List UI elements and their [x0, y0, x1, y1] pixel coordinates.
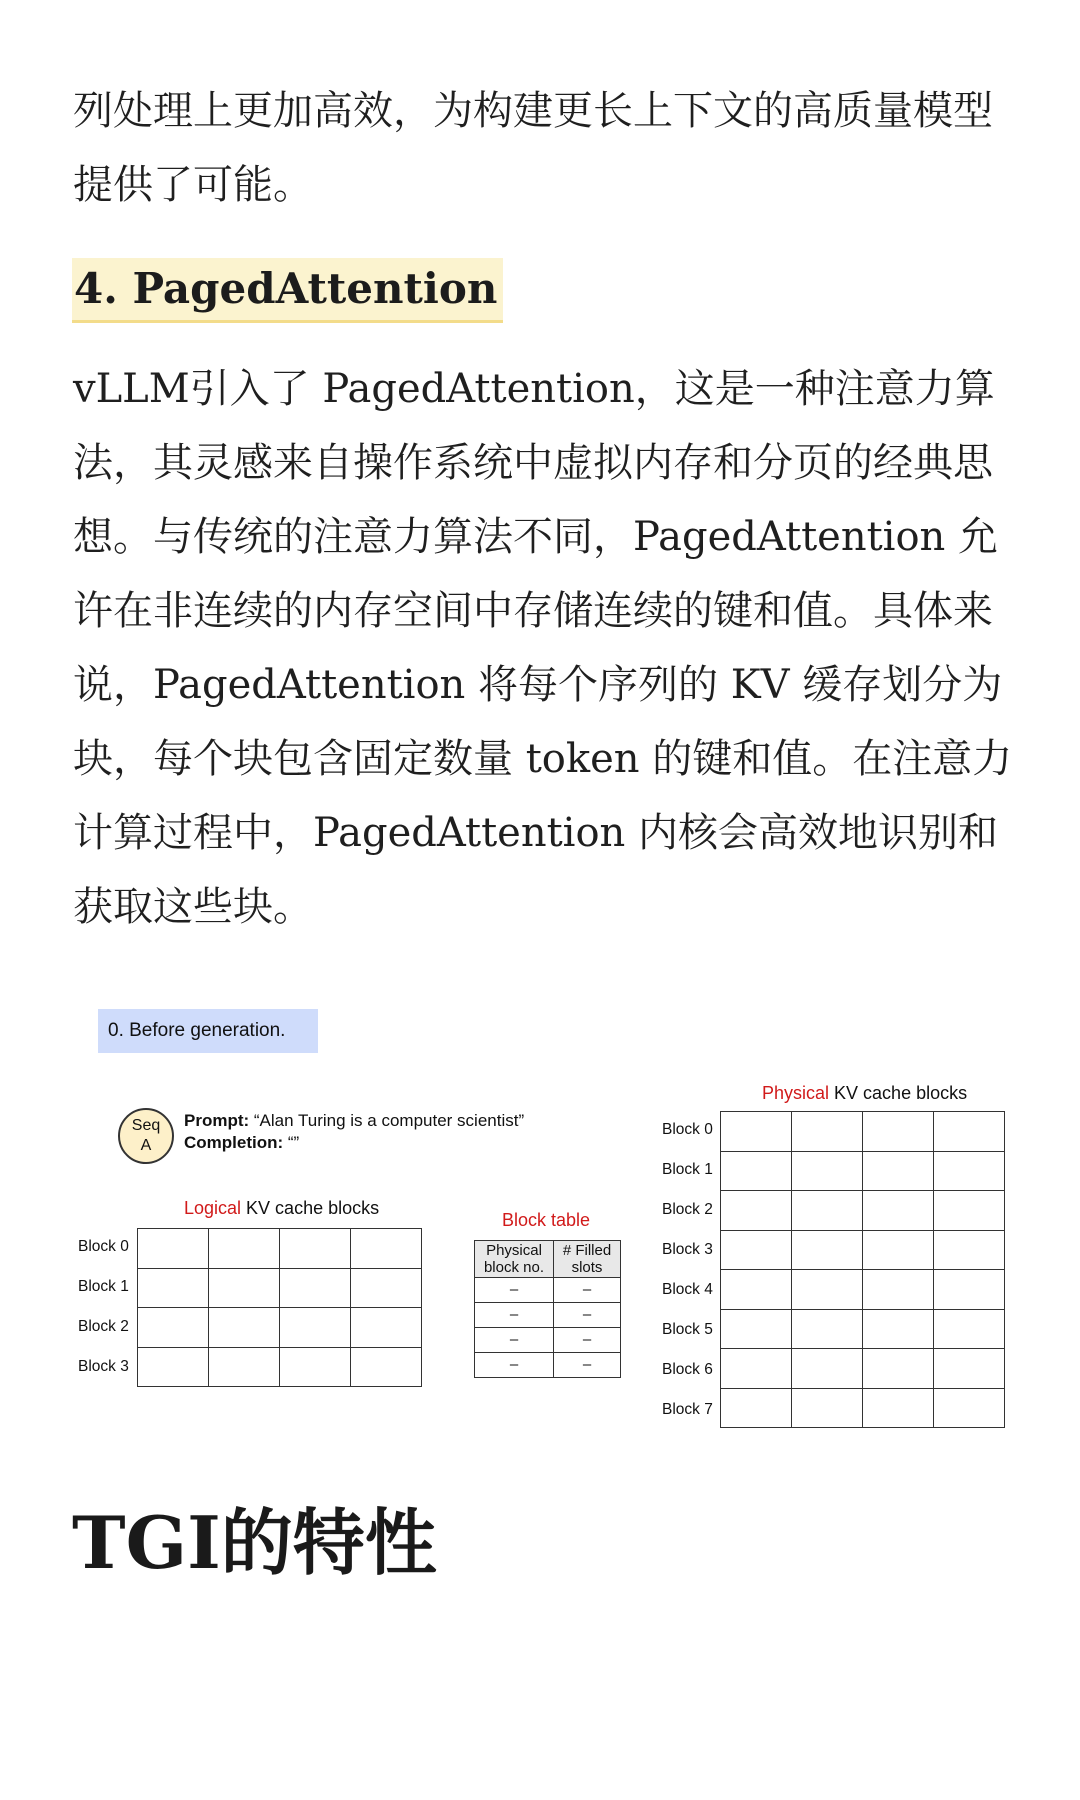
physical-slot — [863, 1112, 934, 1152]
physical-slot — [792, 1112, 863, 1152]
block-table-row — [475, 1303, 621, 1328]
logical-title-red: Logical — [184, 1198, 242, 1218]
block-table-cell: – — [554, 1328, 621, 1353]
block-table-title: Block table — [502, 1210, 591, 1230]
logical-block-label: Block 1 — [78, 1278, 129, 1296]
pagedattention-diagram — [0, 995, 1080, 1445]
physical-slot — [721, 1112, 792, 1152]
prompt-value: “Alan Turing is a computer scientist” — [249, 1111, 525, 1130]
logical-slot — [138, 1308, 209, 1348]
section-heading-pagedattention: 4. PagedAttention — [72, 258, 503, 323]
prompt-block — [184, 1110, 524, 1154]
physical-slot — [792, 1230, 863, 1270]
physical-kv-title — [762, 1083, 967, 1104]
physical-block-label: Block 1 — [662, 1161, 713, 1179]
physical-slot — [792, 1270, 863, 1310]
physical-slot — [934, 1349, 1005, 1389]
logical-slot — [138, 1347, 209, 1387]
logical-slot — [280, 1347, 351, 1387]
intro-paragraph: 列处理上更加高效，为构建更长上下文的高质量模型提供了可能。 — [73, 88, 993, 208]
physical-slot — [863, 1230, 934, 1270]
physical-slot — [792, 1309, 863, 1349]
physical-row-7 — [721, 1388, 1005, 1428]
physical-slot — [721, 1388, 792, 1428]
logical-slot — [351, 1229, 422, 1269]
tgi-features-heading: TGI的特性 — [72, 1500, 437, 1585]
physical-row-6 — [721, 1349, 1005, 1389]
physical-slot — [934, 1270, 1005, 1310]
block-table-cell: – — [554, 1353, 621, 1378]
physical-slot — [863, 1388, 934, 1428]
block-table-cell: – — [475, 1353, 554, 1378]
physical-slot — [721, 1309, 792, 1349]
physical-slot — [863, 1270, 934, 1310]
block-table-row — [475, 1353, 621, 1378]
physical-slot — [934, 1388, 1005, 1428]
physical-row-2 — [721, 1191, 1005, 1231]
logical-kv-grid — [137, 1228, 422, 1387]
logical-slot — [280, 1308, 351, 1348]
physical-slot — [721, 1191, 792, 1231]
block-table-header — [475, 1241, 621, 1278]
physical-block-label: Block 2 — [662, 1201, 713, 1219]
logical-row-0 — [138, 1229, 422, 1269]
physical-kv-grid — [720, 1111, 1005, 1428]
block-table-row — [475, 1328, 621, 1353]
step-label: 0. Before generation. — [98, 1009, 318, 1053]
logical-slot — [209, 1268, 280, 1308]
logical-block-label: Block 3 — [78, 1358, 129, 1376]
logical-slot — [209, 1308, 280, 1348]
block-table-cell: – — [475, 1303, 554, 1328]
physical-block-label: Block 0 — [662, 1121, 713, 1139]
block-table-cell: – — [475, 1278, 554, 1303]
sequence-badge — [118, 1108, 174, 1164]
physical-title-red: Physical — [762, 1083, 830, 1103]
physical-slot — [934, 1309, 1005, 1349]
prompt-label: Prompt: — [184, 1111, 250, 1130]
physical-title-rest: KV cache blocks — [829, 1083, 968, 1103]
physical-slot — [721, 1151, 792, 1191]
logical-block-label: Block 0 — [78, 1238, 129, 1256]
logical-slot — [351, 1268, 422, 1308]
physical-row-0 — [721, 1112, 1005, 1152]
block-table-row — [475, 1278, 621, 1303]
logical-row-3 — [138, 1347, 422, 1387]
block-table-cell: – — [554, 1278, 621, 1303]
logical-kv-title — [184, 1198, 379, 1219]
logical-slot — [351, 1347, 422, 1387]
physical-row-3 — [721, 1230, 1005, 1270]
physical-row-1 — [721, 1151, 1005, 1191]
physical-slot — [934, 1230, 1005, 1270]
physical-slot — [863, 1151, 934, 1191]
block-table-cell: – — [554, 1303, 621, 1328]
physical-slot — [863, 1191, 934, 1231]
physical-slot — [863, 1349, 934, 1389]
physical-block-label: Block 6 — [662, 1361, 713, 1379]
block-table-header-cell: Physical block no. — [475, 1241, 554, 1278]
logical-slot — [209, 1229, 280, 1269]
physical-slot — [721, 1349, 792, 1389]
block-table-cell: – — [475, 1328, 554, 1353]
physical-row-4 — [721, 1270, 1005, 1310]
logical-slot — [280, 1268, 351, 1308]
physical-slot — [792, 1191, 863, 1231]
logical-block-label: Block 2 — [78, 1318, 129, 1336]
physical-block-label: Block 4 — [662, 1281, 713, 1299]
physical-slot — [934, 1112, 1005, 1152]
completion-value: “” — [283, 1133, 300, 1152]
pagedattention-paragraph: vLLM引入了 PagedAttention，这是一种注意力算法，其灵感来自操作系统中虚拟内存和分页的经典思想。与传统的注意力算法不同，PagedAttention 允许在非连续的内存空间中存储连续的键和值。具体来说，PagedAttention 将每个序列的 KV 缓存划分为块，每个块包含固定数量 token 的键和值。在注意力计算过程中，PagedAttention 内核会高效地识别和获取这些块。 — [73, 366, 1013, 930]
block-table-header-cell: # Filled slots — [554, 1241, 621, 1278]
sequence-badge-line1: Seq — [131, 1117, 161, 1134]
physical-slot — [792, 1151, 863, 1191]
physical-slot — [792, 1388, 863, 1428]
completion-label: Completion: — [184, 1133, 284, 1152]
physical-block-label: Block 7 — [662, 1401, 713, 1419]
physical-block-label: Block 3 — [662, 1241, 713, 1259]
sequence-badge-line2: A — [140, 1137, 152, 1154]
logical-slot — [351, 1308, 422, 1348]
logical-title-rest: KV cache blocks — [241, 1198, 380, 1218]
logical-slot — [280, 1229, 351, 1269]
logical-slot — [138, 1268, 209, 1308]
logical-row-2 — [138, 1308, 422, 1348]
physical-slot — [934, 1191, 1005, 1231]
logical-row-1 — [138, 1268, 422, 1308]
physical-slot — [863, 1309, 934, 1349]
logical-slot — [209, 1347, 280, 1387]
physical-slot — [792, 1349, 863, 1389]
logical-slot — [138, 1229, 209, 1269]
physical-slot — [721, 1270, 792, 1310]
physical-slot — [721, 1230, 792, 1270]
physical-slot — [934, 1151, 1005, 1191]
block-table — [474, 1240, 621, 1378]
physical-row-5 — [721, 1309, 1005, 1349]
physical-block-label: Block 5 — [662, 1321, 713, 1339]
